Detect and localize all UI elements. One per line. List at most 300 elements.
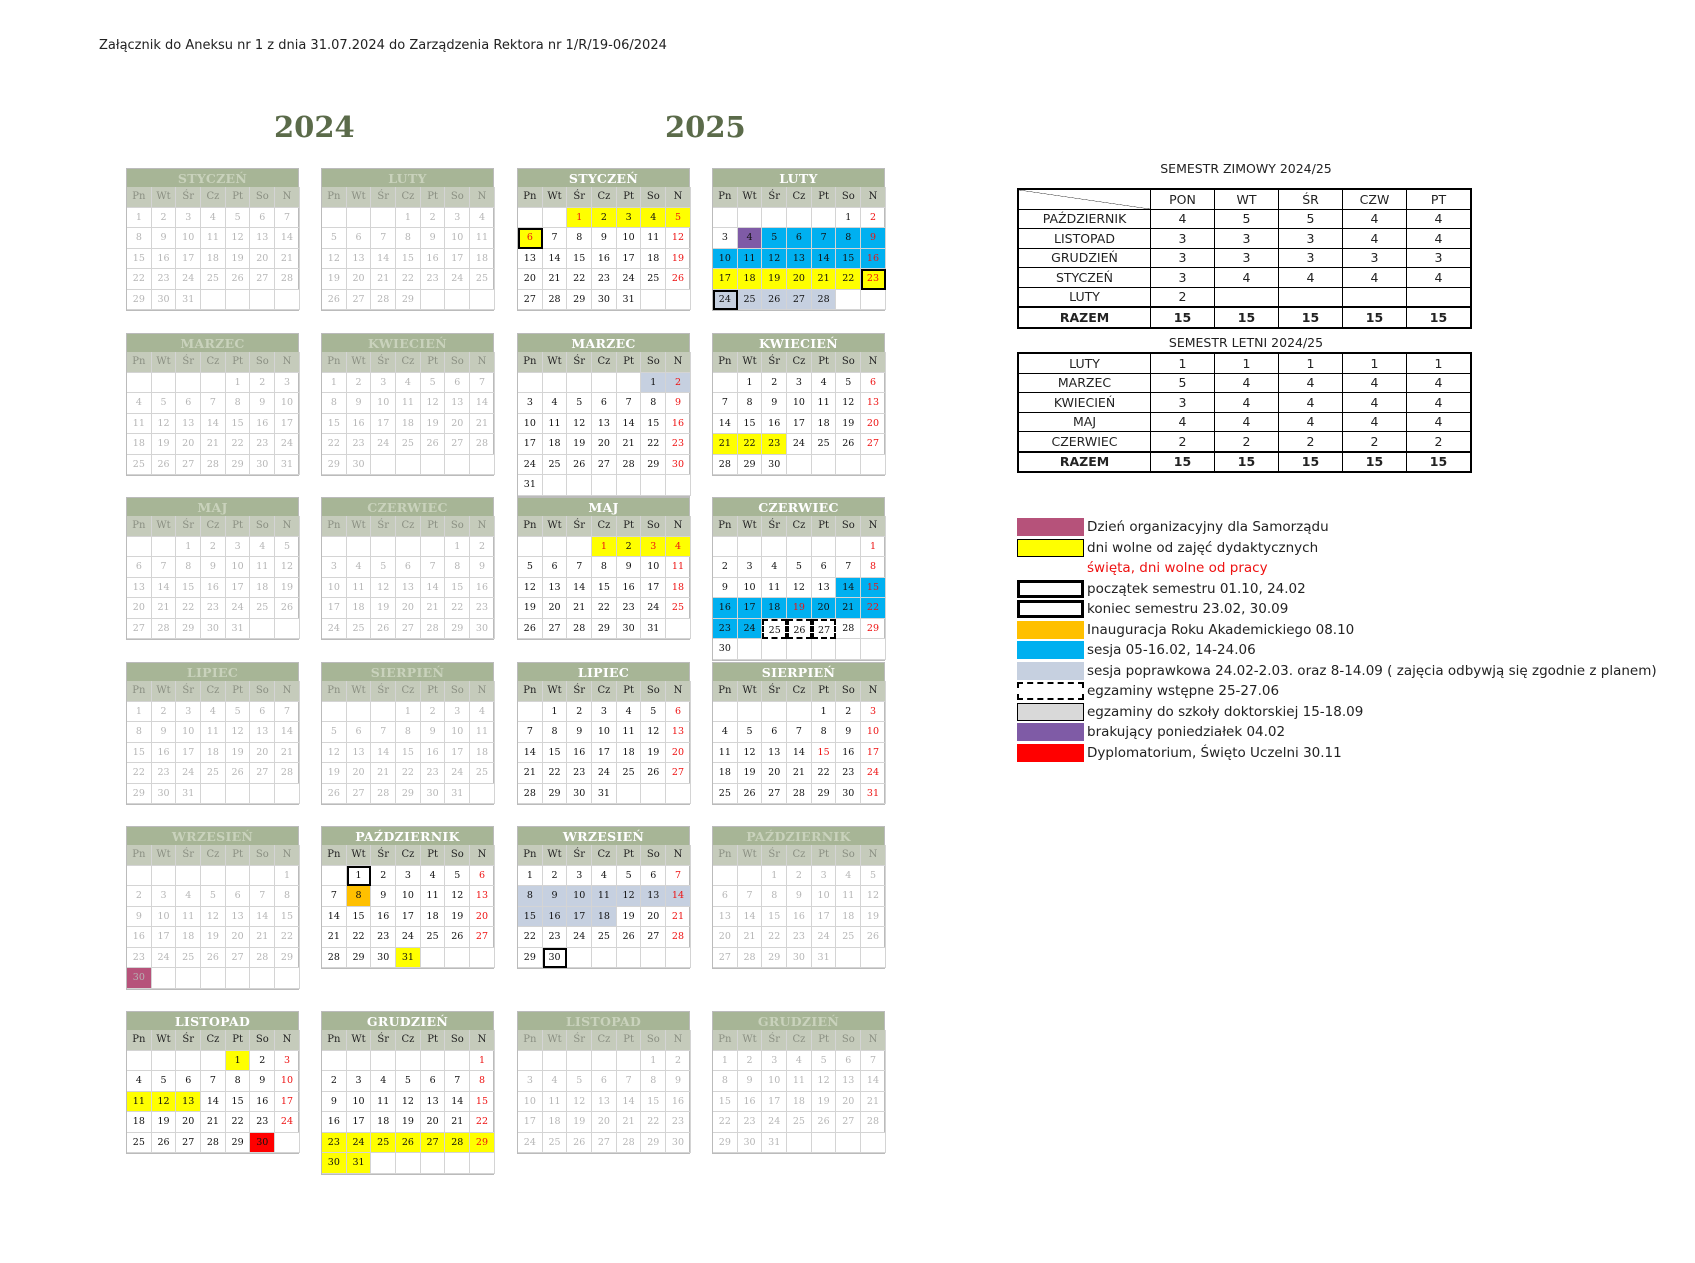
- day-cell: 4: [543, 393, 568, 414]
- day-cell: 25: [836, 927, 861, 948]
- table-row: [1018, 393, 1471, 413]
- day-cell: 18: [127, 1112, 152, 1133]
- month-title: MAJ: [126, 497, 299, 516]
- day-cell: 12: [226, 228, 251, 249]
- day-cell: 2: [861, 208, 886, 229]
- day-cell: 3: [713, 228, 738, 249]
- day-cell: 2: [152, 702, 177, 723]
- weekday-header: N: [861, 187, 886, 208]
- row-value: 15: [1151, 452, 1215, 473]
- row-value: 15: [1407, 307, 1472, 328]
- legend-item: [1017, 579, 1657, 600]
- legend-swatch: [1017, 559, 1084, 577]
- day-cell: 11: [250, 557, 275, 578]
- day-cell: 25: [347, 619, 372, 640]
- day-cell: 16: [152, 743, 177, 764]
- day-cell: 8: [470, 1071, 495, 1092]
- day-cell: 8: [396, 722, 421, 743]
- day-cell: 7: [518, 722, 543, 743]
- day-cell: 30: [762, 455, 787, 476]
- day-cell: 23: [347, 434, 372, 455]
- month-2025-wrzesień: [517, 826, 690, 969]
- row-value: 2: [1151, 432, 1215, 452]
- weekday-header: Pn: [518, 187, 543, 208]
- weekday-header: Pn: [322, 187, 347, 208]
- day-cell: 26: [738, 784, 763, 805]
- day-cell: 8: [641, 1071, 666, 1092]
- weekday-header: So: [250, 516, 275, 537]
- weekday-header: Śr: [371, 187, 396, 208]
- empty-day-cell: [250, 290, 275, 311]
- weekday-header: Pn: [518, 845, 543, 866]
- weekday-header: Śr: [762, 352, 787, 373]
- day-cell: 3: [738, 557, 763, 578]
- weekday-header: Pt: [421, 187, 446, 208]
- empty-day-cell: [836, 290, 861, 311]
- weekday-header: Cz: [201, 681, 226, 702]
- day-cell: 9: [347, 393, 372, 414]
- day-cell: 30: [371, 948, 396, 969]
- empty-day-cell: [666, 784, 691, 805]
- day-cell: 6: [713, 886, 738, 907]
- day-cell: 22: [543, 763, 568, 784]
- day-cell: 8: [861, 557, 886, 578]
- day-cell: 28: [201, 1133, 226, 1154]
- day-cell: 20: [592, 1112, 617, 1133]
- table-total-row: [1018, 452, 1471, 473]
- table-row: [1018, 432, 1471, 452]
- day-cell: 15: [812, 743, 837, 764]
- day-cell: 12: [371, 578, 396, 599]
- weekday-header: Wt: [543, 187, 568, 208]
- row-value: 2: [1215, 432, 1279, 452]
- empty-day-cell: [470, 1153, 495, 1174]
- day-cell: 18: [592, 907, 617, 928]
- day-cell: 11: [201, 722, 226, 743]
- day-cell: 16: [250, 1092, 275, 1113]
- year-2024-label: 2024: [274, 110, 355, 144]
- day-cell: 4: [641, 208, 666, 229]
- weekday-header: Cz: [592, 516, 617, 537]
- day-cell: 13: [226, 907, 251, 928]
- weekday-header: Wt: [152, 187, 177, 208]
- day-cell: 24: [226, 598, 251, 619]
- weekday-header: Śr: [176, 516, 201, 537]
- day-cell: 2: [713, 557, 738, 578]
- month-2024-październik: [321, 826, 494, 969]
- day-cell: 19: [152, 1112, 177, 1133]
- day-cell: 8: [347, 886, 372, 907]
- day-cell: 9: [127, 907, 152, 928]
- day-cell: 22: [738, 434, 763, 455]
- empty-day-cell: [322, 1051, 347, 1072]
- day-cell: 13: [861, 393, 886, 414]
- day-cell: 19: [396, 1112, 421, 1133]
- month-title: KWIECIEŃ: [712, 333, 885, 352]
- day-cell: 15: [322, 414, 347, 435]
- legend-item: [1017, 722, 1657, 743]
- day-cell: 5: [226, 702, 251, 723]
- day-cell: 17: [617, 249, 642, 270]
- day-cell: 5: [518, 557, 543, 578]
- day-cell: 9: [250, 393, 275, 414]
- empty-day-cell: [396, 455, 421, 476]
- empty-day-cell: [421, 1051, 446, 1072]
- day-cell: 26: [567, 455, 592, 476]
- empty-day-cell: [470, 455, 495, 476]
- weekday-header: Cz: [592, 187, 617, 208]
- day-cell: 24: [617, 269, 642, 290]
- day-cell: 7: [617, 1071, 642, 1092]
- day-cell: 13: [641, 886, 666, 907]
- day-cell: 11: [762, 578, 787, 599]
- empty-day-cell: [347, 537, 372, 558]
- month-2025-listopad: [517, 1011, 690, 1154]
- empty-day-cell: [641, 290, 666, 311]
- empty-day-cell: [152, 1051, 177, 1072]
- weekday-header: Pn: [713, 845, 738, 866]
- day-cell: 23: [371, 927, 396, 948]
- day-cell: 19: [787, 598, 812, 619]
- weekday-header: So: [445, 681, 470, 702]
- row-value: 15: [1215, 452, 1279, 473]
- day-cell: 16: [592, 249, 617, 270]
- day-cell: 2: [836, 702, 861, 723]
- empty-day-cell: [617, 373, 642, 394]
- month-title: CZERWIEC: [321, 497, 494, 516]
- weekday-header: Pn: [322, 516, 347, 537]
- day-cell: 22: [396, 763, 421, 784]
- day-cell: 12: [518, 578, 543, 599]
- weekday-header: Pt: [812, 681, 837, 702]
- day-cell: 24: [861, 763, 886, 784]
- row-value: 1: [1279, 353, 1343, 373]
- day-cell: 16: [617, 578, 642, 599]
- day-cell: 16: [713, 598, 738, 619]
- day-cell: 24: [787, 434, 812, 455]
- day-cell: 22: [470, 1112, 495, 1133]
- day-cell: 7: [152, 557, 177, 578]
- day-cell: 29: [226, 1133, 251, 1154]
- day-cell: 12: [787, 578, 812, 599]
- day-cell: 17: [592, 743, 617, 764]
- day-cell: 17: [396, 907, 421, 928]
- day-cell: 14: [371, 743, 396, 764]
- day-cell: 14: [445, 1092, 470, 1113]
- day-cell: 2: [470, 537, 495, 558]
- empty-day-cell: [396, 1051, 421, 1072]
- weekday-header: So: [445, 845, 470, 866]
- day-cell: 12: [861, 886, 886, 907]
- weekday-header: Pt: [226, 352, 251, 373]
- day-cell: 28: [201, 455, 226, 476]
- day-cell: 7: [713, 393, 738, 414]
- month-2024-wrzesień: [126, 826, 299, 990]
- day-cell: 3: [226, 537, 251, 558]
- empty-day-cell: [445, 290, 470, 311]
- day-cell: 7: [861, 1051, 886, 1072]
- weekday-header: Śr: [176, 681, 201, 702]
- day-cell: 1: [812, 702, 837, 723]
- month-title: MARZEC: [126, 333, 299, 352]
- day-cell: 10: [371, 393, 396, 414]
- day-cell: 17: [738, 598, 763, 619]
- day-cell: 4: [543, 1071, 568, 1092]
- day-cell: 23: [617, 598, 642, 619]
- empty-day-cell: [762, 208, 787, 229]
- day-cell: 25: [470, 269, 495, 290]
- month-title: MARZEC: [517, 333, 690, 352]
- day-cell: 21: [201, 434, 226, 455]
- weekday-header: Wt: [738, 1030, 763, 1051]
- empty-day-cell: [275, 1133, 300, 1154]
- day-cell: 15: [226, 414, 251, 435]
- day-cell: 13: [666, 722, 691, 743]
- day-cell: 8: [762, 886, 787, 907]
- month-2025-październik: [712, 826, 885, 969]
- month-day-grid: [712, 845, 885, 969]
- day-cell: 4: [396, 373, 421, 394]
- day-cell: 19: [666, 249, 691, 270]
- empty-day-cell: [275, 619, 300, 640]
- year-2025-label: 2025: [665, 110, 746, 144]
- day-cell: 14: [371, 249, 396, 270]
- day-cell: 8: [396, 228, 421, 249]
- day-cell: 5: [567, 393, 592, 414]
- weekday-header: N: [861, 516, 886, 537]
- day-cell: 17: [176, 743, 201, 764]
- day-cell: 12: [567, 1092, 592, 1113]
- day-cell: 7: [787, 722, 812, 743]
- day-cell: 19: [567, 434, 592, 455]
- day-cell: 19: [201, 927, 226, 948]
- day-cell: 18: [812, 414, 837, 435]
- day-cell: 9: [861, 228, 886, 249]
- day-cell: 24: [738, 619, 763, 640]
- day-cell: 22: [836, 269, 861, 290]
- weekday-header: Pt: [421, 845, 446, 866]
- day-cell: 17: [322, 598, 347, 619]
- day-cell: 12: [762, 249, 787, 270]
- row-label: STYCZEŃ: [1018, 268, 1151, 288]
- weekday-header: Pt: [812, 516, 837, 537]
- month-2024-lipiec: [126, 662, 299, 805]
- day-cell: 23: [201, 598, 226, 619]
- month-2024-marzec: [126, 333, 299, 476]
- day-cell: 27: [250, 269, 275, 290]
- weekday-header: So: [836, 681, 861, 702]
- weekday-header: N: [861, 681, 886, 702]
- day-cell: 18: [617, 743, 642, 764]
- empty-day-cell: [861, 290, 886, 311]
- day-cell: 13: [713, 907, 738, 928]
- day-cell: 1: [396, 208, 421, 229]
- empty-day-cell: [445, 1051, 470, 1072]
- day-cell: 8: [543, 722, 568, 743]
- day-cell: 24: [518, 1133, 543, 1154]
- month-title: WRZESIEŃ: [126, 826, 299, 845]
- row-value: 4: [1343, 268, 1407, 288]
- day-cell: 13: [592, 414, 617, 435]
- day-cell: 30: [836, 784, 861, 805]
- day-cell: 12: [152, 1092, 177, 1113]
- day-cell: 2: [592, 208, 617, 229]
- row-value: 4: [1343, 209, 1407, 229]
- empty-day-cell: [226, 866, 251, 887]
- empty-day-cell: [762, 702, 787, 723]
- day-cell: 20: [396, 598, 421, 619]
- day-cell: 20: [787, 269, 812, 290]
- weekday-header: So: [250, 187, 275, 208]
- day-cell: 18: [201, 249, 226, 270]
- day-cell: 20: [518, 269, 543, 290]
- empty-day-cell: [421, 1153, 446, 1174]
- day-cell: 26: [396, 1133, 421, 1154]
- legend-label: brakujący poniedziałek 04.02: [1087, 724, 1286, 741]
- day-cell: 26: [567, 1133, 592, 1154]
- day-cell: 28: [371, 784, 396, 805]
- day-cell: 21: [470, 414, 495, 435]
- day-cell: 26: [201, 948, 226, 969]
- row-value: 3: [1151, 268, 1215, 288]
- weekday-header: Cz: [787, 516, 812, 537]
- day-cell: 2: [127, 886, 152, 907]
- day-cell: 26: [518, 619, 543, 640]
- empty-day-cell: [861, 639, 886, 660]
- weekday-header: Pn: [127, 352, 152, 373]
- empty-day-cell: [592, 373, 617, 394]
- empty-day-cell: [543, 1051, 568, 1072]
- weekday-header: Śr: [176, 352, 201, 373]
- day-cell: 21: [421, 598, 446, 619]
- weekday-header: So: [836, 516, 861, 537]
- weekday-header: Śr: [567, 845, 592, 866]
- table-column-header: WT: [1215, 189, 1279, 209]
- day-cell: 29: [445, 619, 470, 640]
- day-cell: 9: [762, 393, 787, 414]
- weekday-header: Śr: [762, 516, 787, 537]
- legend-swatch: [1017, 641, 1084, 659]
- day-cell: 22: [226, 1112, 251, 1133]
- day-cell: 24: [812, 927, 837, 948]
- weekday-header: Pt: [421, 516, 446, 537]
- day-cell: 1: [518, 866, 543, 887]
- day-cell: 15: [127, 249, 152, 270]
- row-value: 4: [1407, 393, 1472, 413]
- day-cell: 12: [396, 1092, 421, 1113]
- day-cell: 6: [176, 393, 201, 414]
- row-label: LISTOPAD: [1018, 229, 1151, 249]
- day-cell: 18: [250, 578, 275, 599]
- empty-day-cell: [592, 948, 617, 969]
- month-2025-luty: [712, 168, 885, 311]
- weekday-header: Wt: [152, 681, 177, 702]
- day-cell: 8: [518, 886, 543, 907]
- day-cell: 28: [371, 290, 396, 311]
- day-cell: 24: [592, 763, 617, 784]
- day-cell: 19: [371, 598, 396, 619]
- day-cell: 25: [762, 619, 787, 640]
- day-cell: 18: [641, 249, 666, 270]
- weekday-header: Cz: [592, 352, 617, 373]
- day-cell: 1: [543, 702, 568, 723]
- day-cell: 28: [787, 784, 812, 805]
- empty-day-cell: [617, 1051, 642, 1072]
- day-cell: 20: [592, 434, 617, 455]
- weekday-header: Śr: [176, 187, 201, 208]
- day-cell: 25: [176, 948, 201, 969]
- weekday-header: Pt: [226, 516, 251, 537]
- empty-day-cell: [250, 784, 275, 805]
- empty-day-cell: [617, 948, 642, 969]
- day-cell: 4: [470, 208, 495, 229]
- weekday-header: Pn: [518, 1030, 543, 1051]
- weekday-header: Cz: [787, 1030, 812, 1051]
- day-cell: 13: [812, 578, 837, 599]
- day-cell: 5: [861, 866, 886, 887]
- row-value: 3: [1343, 248, 1407, 268]
- day-cell: 8: [226, 1071, 251, 1092]
- day-cell: 9: [250, 1071, 275, 1092]
- day-cell: 9: [666, 1071, 691, 1092]
- row-value: 1: [1343, 353, 1407, 373]
- day-cell: 20: [713, 927, 738, 948]
- day-cell: 4: [421, 866, 446, 887]
- day-cell: 19: [226, 249, 251, 270]
- weekday-header: Cz: [396, 187, 421, 208]
- legend-label: dni wolne od zajęć dydaktycznych: [1087, 539, 1319, 556]
- day-cell: 27: [592, 455, 617, 476]
- day-cell: 2: [250, 1051, 275, 1072]
- day-cell: 16: [567, 743, 592, 764]
- day-cell: 26: [152, 455, 177, 476]
- empty-day-cell: [836, 948, 861, 969]
- empty-day-cell: [518, 1051, 543, 1072]
- day-cell: 13: [543, 578, 568, 599]
- day-cell: 31: [762, 1133, 787, 1154]
- day-cell: 19: [445, 907, 470, 928]
- weekday-header: Pt: [812, 187, 837, 208]
- empty-day-cell: [543, 537, 568, 558]
- row-label: RAZEM: [1018, 307, 1151, 328]
- day-cell: 7: [201, 1071, 226, 1092]
- legend-swatch: [1017, 539, 1084, 557]
- day-cell: 26: [322, 290, 347, 311]
- day-cell: 31: [641, 619, 666, 640]
- month-day-grid: [321, 681, 494, 805]
- day-cell: 22: [518, 927, 543, 948]
- day-cell: 29: [127, 784, 152, 805]
- weekday-header: So: [836, 187, 861, 208]
- empty-day-cell: [812, 208, 837, 229]
- legend-swatch: [1017, 662, 1084, 680]
- row-value: 1: [1151, 353, 1215, 373]
- empty-day-cell: [738, 208, 763, 229]
- empty-day-cell: [201, 968, 226, 989]
- summer-semester-table: [1017, 352, 1472, 473]
- month-title: GRUDZIEŃ: [712, 1011, 885, 1030]
- day-cell: 23: [250, 434, 275, 455]
- row-label: GRUDZIEŃ: [1018, 248, 1151, 268]
- day-cell: 14: [470, 393, 495, 414]
- month-2024-luty: [321, 168, 494, 311]
- day-cell: 20: [836, 1092, 861, 1113]
- day-cell: 7: [470, 373, 495, 394]
- day-cell: 29: [275, 948, 300, 969]
- empty-day-cell: [836, 455, 861, 476]
- day-cell: 10: [176, 228, 201, 249]
- table-row: [1018, 412, 1471, 432]
